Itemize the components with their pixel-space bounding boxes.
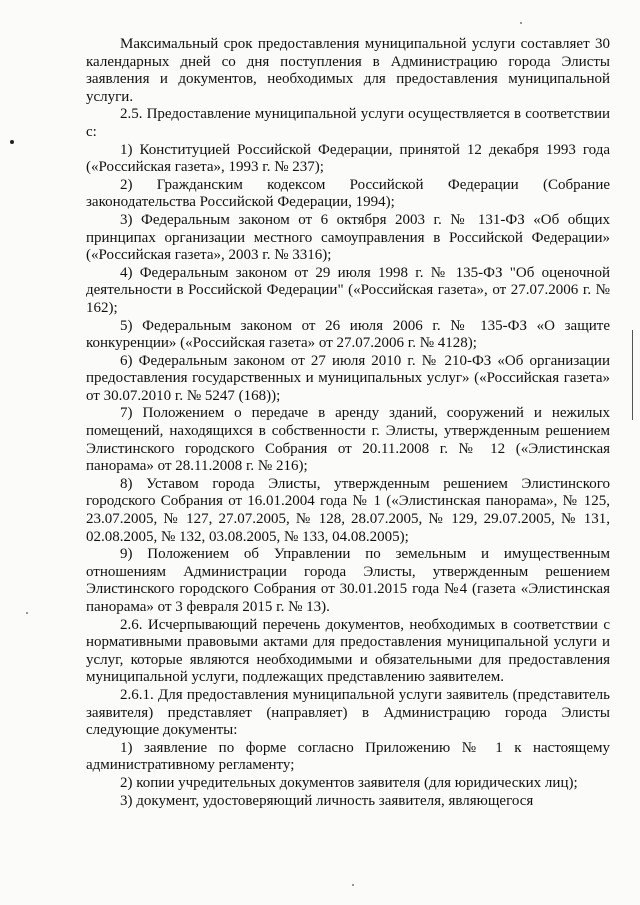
list-item-founding-documents: 2) копии учредительных документов заявителя (для юридических лиц); <box>120 774 578 791</box>
scan-speck <box>352 884 354 886</box>
scan-dot-mark <box>10 140 14 144</box>
paragraph-2-6: 2.6. Исчерпывающий перечень документов, необходимых в соответствии с нормативными правовыми актами для предоставления муниципальной услуги и услуг, которые являются необходимыми и обязательными для предоставления муниципальной услуги, подлежащих представлению заявителем. <box>86 616 610 686</box>
scan-speck <box>26 612 28 614</box>
list-item-application-form: 1) заявление по форме согласно Приложению № 1 к настоящему административному регламенту; <box>86 739 610 774</box>
document-body <box>86 36 610 810</box>
paragraph-max-term: Максимальный срок предоставления муниципальной услуги составляет 30 календарных дней со дня поступления в Администрацию города Элисты заявления и документов, необходимых для предоставления муниципальной услуги. <box>86 36 610 105</box>
paragraph-2-6-1: 2.6.1. Для предоставления муниципальной услуги заявитель (представитель заявителя) представляет (направляет) в Администрацию города Элисты следующие документы: <box>86 686 610 739</box>
scan-speck <box>520 22 522 24</box>
list-item-law-135-competition: 5) Федеральным законом от 26 июля 2006 г. № 135-ФЗ «О защите конкуренции» («Российская газета» от 27.07.2006 г. № 4128); <box>86 317 610 352</box>
scan-edge-line <box>632 330 633 420</box>
list-item-law-135-valuation: 4) Федеральным законом от 29 июля 1998 г. № 135-ФЗ "Об оценочной деятельности в Российской Федерации" («Российская газета», от 27.07.2006 г. № 162); <box>86 264 610 316</box>
list-item-city-charter: 8) Уставом города Элисты, утвержденным решением Элистинского городского Собрания от 16.01.2004 года № 1 («Элистинская панорама», № 125, 23.07.2005, № 127, 27.07.2005, № 128, 28.07.2005, № 129, 29.07.2005, № 131, 02.08.2005, № 132, 03.08.2005, № 133, 04.08.2005); <box>86 475 610 545</box>
list-item-law-131: 3) Федеральным законом от 6 октября 2003 г. № 131-ФЗ «Об общих принципах организации местного самоуправления в Российской Федерации» («Российская газета», 2003 г. № 3316); <box>86 211 610 264</box>
list-item-identity-document: 3) документ, удостоверяющий личность заявителя, являющегося <box>120 792 534 809</box>
list-item-law-210: 6) Федеральным законом от 27 июля 2010 г. № 210-ФЗ «Об организации предоставления государственных и муниципальных услуг» («Российская газета» от 30.07.2010 г. № 5247 (168)); <box>86 352 610 404</box>
list-item-lease-regulation: 7) Положением о передаче в аренду зданий, сооружений и нежилых помещений, находящихся в собственности г. Элисты, утвержденным решением Элистинского городского Собрания от 20.11.2008 г. № 12 («Элистинская панорама» от 28.11.2008 г. № 216); <box>86 405 610 475</box>
list-item-constitution: 1) Конституцией Российской Федерации, принятой 12 декабря 1993 года («Российская газета», 1993 г. № 237); <box>86 141 610 176</box>
list-item-civil-code: 2) Гражданским кодексом Российской Федерации (Собрание законодательства Российской Федерации, 1994); <box>86 176 610 211</box>
list-item-department-regulation: 9) Положением об Управлении по земельным и имущественным отношениям Администрации города Элисты, утвержденным решением Элистинского городского Собрания от 30.01.2015 года №4 (газета «Элистинская панорама» от 3 февраля 2015 г. № 13). <box>86 546 610 615</box>
paragraph-2-5: 2.5. Предоставление муниципальной услуги осуществляется в соответствии с: <box>86 106 610 140</box>
